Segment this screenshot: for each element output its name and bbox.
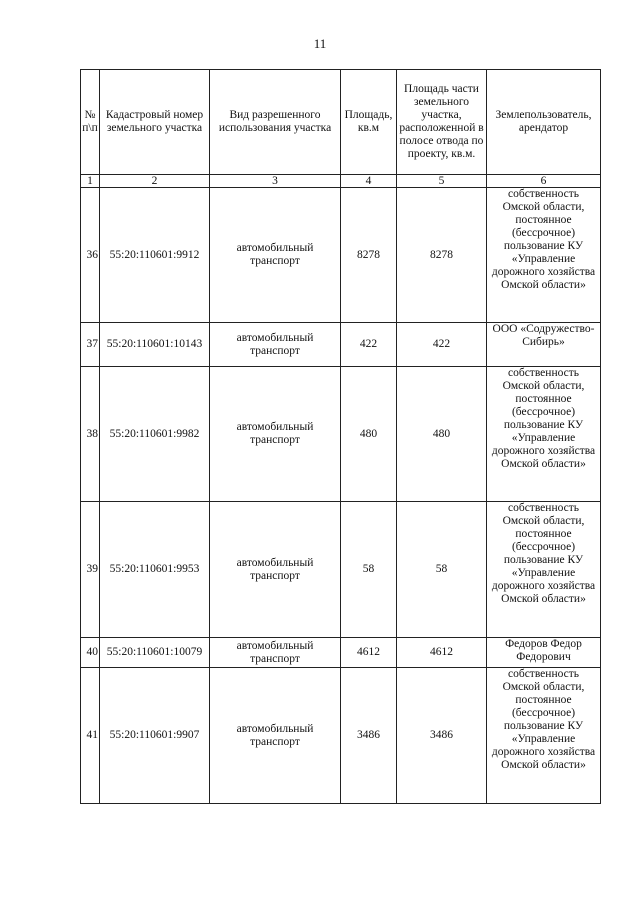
area-value: 480: [341, 367, 397, 502]
area-value: 58: [341, 502, 397, 638]
land-user: собственность Омской области, постоянное (бессрочное) пользование КУ «Управление дорожного хозяйства Омской области»: [487, 668, 601, 804]
row-number: 38: [81, 367, 100, 502]
row-number: 41: [81, 668, 100, 804]
header-part-area: Площадь части земельного участка, расположенной в полосе отвода по проекту, кв.м.: [397, 70, 487, 175]
row-number: 40: [81, 638, 100, 668]
row-number: 36: [81, 188, 100, 323]
column-numbers-row: [81, 175, 601, 188]
land-user: Федоров Федор Федорович: [487, 638, 601, 668]
table-row: [81, 188, 601, 323]
header-area: Площадь, кв.м: [341, 70, 397, 175]
part-area-value: 8278: [397, 188, 487, 323]
table-row: [81, 638, 601, 668]
area-value: 3486: [341, 668, 397, 804]
land-plots-table: [80, 69, 601, 804]
column-number: 2: [100, 175, 210, 188]
land-user: ООО «Содружество-Сибирь»: [487, 323, 601, 367]
permitted-use: автомобильный транспорт: [210, 188, 341, 323]
area-value: 422: [341, 323, 397, 367]
permitted-use: автомобильный транспорт: [210, 668, 341, 804]
land-user: собственность Омской области, постоянное (бессрочное) пользование КУ «Управление дорожного хозяйства Омской области»: [487, 502, 601, 638]
column-number: 4: [341, 175, 397, 188]
cadastral-number: 55:20:110601:9982: [100, 367, 210, 502]
cadastral-number: 55:20:110601:10079: [100, 638, 210, 668]
cadastral-number: 55:20:110601:9953: [100, 502, 210, 638]
header-permitted-use: Вид разрешенного использования участка: [210, 70, 341, 175]
table-row: [81, 668, 601, 804]
part-area-value: 58: [397, 502, 487, 638]
part-area-value: 4612: [397, 638, 487, 668]
header-land-user: Землепользователь, арендатор: [487, 70, 601, 175]
header-row: [81, 70, 601, 175]
land-user: собственность Омской области, постоянное (бессрочное) пользование КУ «Управление дорожного хозяйства Омской области»: [487, 367, 601, 502]
cadastral-number: 55:20:110601:9907: [100, 668, 210, 804]
column-number: 6: [487, 175, 601, 188]
page-number: 11: [313, 36, 327, 51]
column-number: 5: [397, 175, 487, 188]
permitted-use: автомобильный транспорт: [210, 323, 341, 367]
column-number: 3: [210, 175, 341, 188]
header-cadastral-number: Кадастровый номер земельного участка: [100, 70, 210, 175]
permitted-use: автомобильный транспорт: [210, 502, 341, 638]
cadastral-number: 55:20:110601:10143: [100, 323, 210, 367]
permitted-use: автомобильный транспорт: [210, 638, 341, 668]
land-user: собственность Омской области, постоянное (бессрочное) пользование КУ «Управление дорожного хозяйства Омской области»: [487, 188, 601, 323]
table-row: [81, 367, 601, 502]
area-value: 8278: [341, 188, 397, 323]
row-number: 37: [81, 323, 100, 367]
row-number: 39: [81, 502, 100, 638]
permitted-use: автомобильный транспорт: [210, 367, 341, 502]
table-row: [81, 502, 601, 638]
area-value: 4612: [341, 638, 397, 668]
part-area-value: 422: [397, 323, 487, 367]
part-area-value: 480: [397, 367, 487, 502]
column-number: 1: [81, 175, 100, 188]
cadastral-number: 55:20:110601:9912: [100, 188, 210, 323]
header-number: № п\п: [81, 70, 100, 175]
table-row: [81, 323, 601, 367]
part-area-value: 3486: [397, 668, 487, 804]
